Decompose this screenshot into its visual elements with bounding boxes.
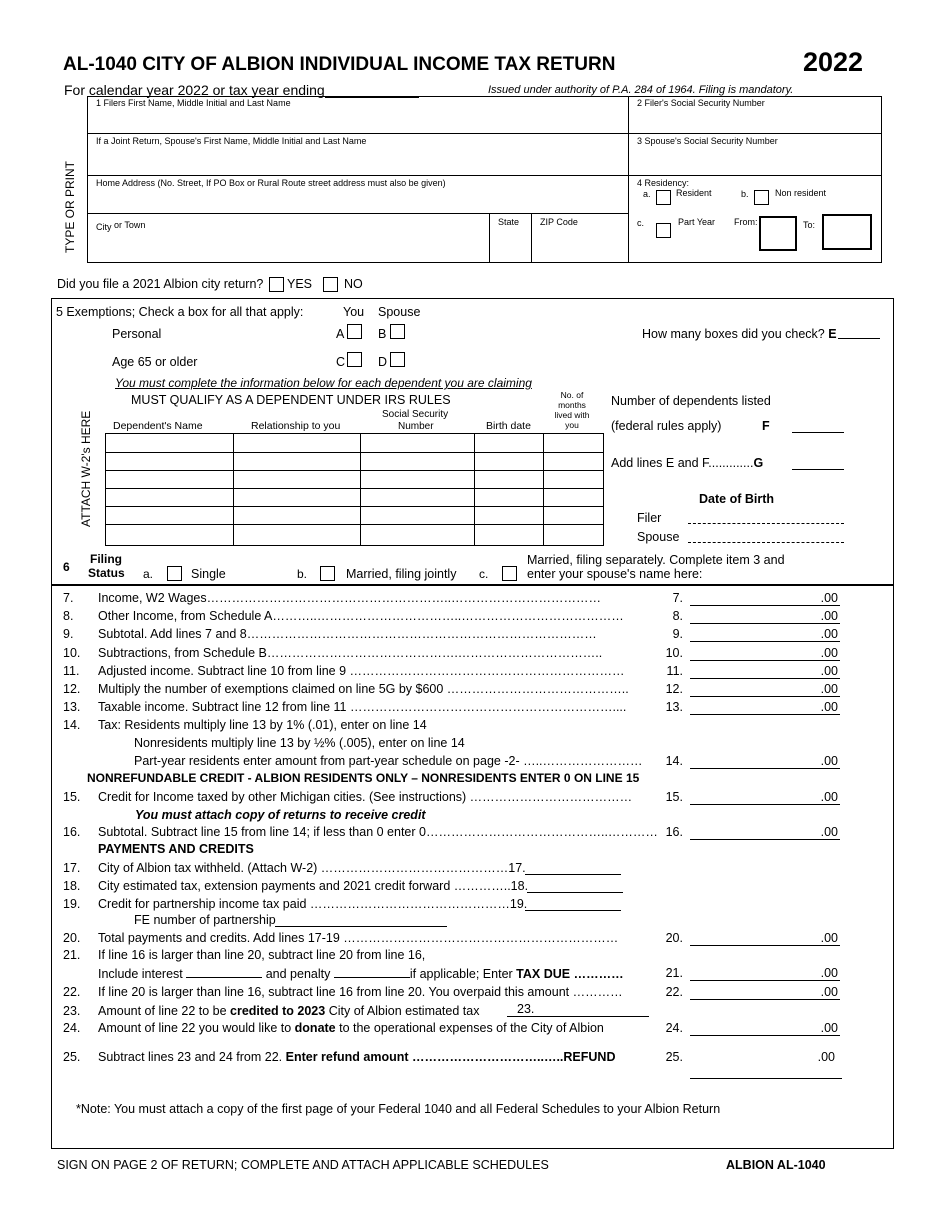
line25-desc: Subtract lines 23 and 24 from 22. Enter refund amount …………………………..…..REFUND (98, 1050, 616, 1064)
line16-cents: .00 (820, 825, 838, 839)
line21-desc-a: If line 16 is larger than line 20, subtract line 20 from line 16, (98, 948, 426, 962)
line-ref-number: 12. (665, 682, 683, 696)
filer-ssn-input[interactable] (632, 110, 876, 130)
calendar-line: For calendar year 2022 or tax year ending (64, 82, 419, 98)
exemption-d-checkbox[interactable] (390, 352, 405, 367)
line14-residents: Tax: Residents multiply line 13 by 1% (.01), enter on line 14 (98, 718, 427, 732)
line19-desc: Credit for partnership income tax paid …………………………………………19. (98, 897, 528, 911)
personal-label: Personal (112, 327, 162, 341)
line-ref-number: 7. (672, 591, 683, 605)
line-g-input[interactable] (792, 469, 844, 470)
col-birth-date: Birth date (486, 420, 531, 432)
line15-ref: 15. (665, 790, 683, 804)
col-ssn-a: Social Security (382, 409, 449, 420)
spouse-dob-label: Spouse (637, 530, 680, 544)
part-year-label: Part Year (678, 217, 716, 227)
box-b-letter: B (378, 327, 387, 341)
line22-ref: 22. (665, 985, 683, 999)
line22-cents: .00 (820, 985, 838, 999)
line21-ref: 21. (665, 966, 683, 980)
line14-cents: .00 (820, 754, 838, 768)
filer-dob-input[interactable] (688, 523, 844, 524)
federal-attach-note: *Note: You must attach a copy of the first page of your Federal 1040 and all Federal Schedules to your Albion Return (76, 1102, 721, 1116)
residency-b-letter: b. (741, 189, 749, 199)
line17-desc: City of Albion tax withheld. (Attach W-2) ………………………………………17. (98, 861, 526, 875)
line-description: Taxable income. Subtract line 12 from line 11 ……………………………………………………….... (98, 700, 627, 714)
married-separately-checkbox[interactable] (502, 566, 517, 581)
nonresident-checkbox[interactable] (754, 190, 769, 205)
resident-checkbox[interactable] (656, 190, 671, 205)
type-or-print-label: TYPE OR PRINT (63, 160, 77, 253)
how-many-boxes-label: How many boxes did you check? E (642, 327, 837, 341)
from-label: From: (734, 217, 758, 227)
state-input[interactable] (492, 230, 528, 258)
residency-label: 4 Residency: (637, 178, 690, 188)
filing-c-letter: c. (479, 567, 489, 581)
penalty-input[interactable] (334, 966, 410, 978)
age65-label: Age 65 or older (112, 355, 198, 369)
payments-heading: PAYMENTS AND CREDITS (98, 842, 254, 856)
line15-note: You must attach copy of returns to receive credit (135, 808, 426, 822)
form-year: 2022 (803, 47, 864, 77)
line-number: 8. (63, 609, 74, 623)
line-number: 10. (63, 646, 81, 660)
num-dependents-label: Number of dependents listed (611, 394, 771, 408)
line18-amount[interactable] (527, 892, 623, 893)
must-qualify-label: MUST QUALIFY AS A DEPENDENT UNDER IRS RULES (131, 393, 451, 407)
exemption-b-checkbox[interactable] (390, 324, 405, 339)
col-dependent-name: Dependent's Name (113, 420, 203, 432)
filing-a-letter: a. (143, 567, 154, 581)
line24-number: 24. (63, 1021, 81, 1035)
to-label: To: (803, 220, 816, 230)
line15-cents: .00 (820, 790, 838, 804)
line14-part-year: Part-year residents enter amount from part-year schedule on page -2- …..…………………… (134, 754, 643, 768)
line-description: Subtotal. Add lines 7 and 8………………………………………………………………………… (98, 627, 597, 641)
col-ssn-b: Number (398, 421, 434, 432)
state-label: State (498, 217, 520, 227)
sign-instruction: SIGN ON PAGE 2 OF RETURN; COMPLETE AND ATTACH APPLICABLE SCHEDULES (57, 1158, 549, 1172)
line-ref-number: 10. (665, 646, 683, 660)
city-input[interactable] (90, 232, 485, 258)
dependent-row[interactable] (106, 434, 603, 452)
to-date-input[interactable] (822, 214, 872, 250)
part-year-checkbox[interactable] (656, 223, 671, 238)
line-description: Adjusted income. Subtract line 10 from line 9 ………………………………………………………… (98, 664, 625, 678)
married-separately-label-a: Married, filing separately. Complete item 3 and (527, 553, 785, 567)
line-ref-number: 11. (666, 664, 683, 678)
exemptions-spouse-header: Spouse (378, 305, 421, 319)
line23-number: 23. (63, 1004, 81, 1018)
line25-cents: .00 (817, 1050, 835, 1064)
authority-note: Issued under authority of P.A. 284 of 1964. Filing is mandatory. (488, 84, 794, 96)
line-ref-number: 13. (665, 700, 683, 714)
dependent-row[interactable] (106, 506, 603, 524)
box-a-letter: A (336, 327, 345, 341)
line15-number: 15. (63, 790, 81, 804)
line19-amount[interactable] (525, 910, 621, 911)
spouse-name-label: If a Joint Return, Spouse's First Name, Middle Initial and Last Name (96, 136, 367, 146)
line23-desc: Amount of line 22 to be credited to 2023 City of Albion estimated tax (98, 1004, 480, 1018)
line-description: Other Income, from Schedule A………..……………………………..………………………………… (98, 609, 624, 623)
line21-number: 21. (63, 948, 81, 962)
line21-cents: .00 (820, 966, 838, 980)
attach-w2-label: ATTACH W-2's HERE (79, 410, 93, 527)
line-cents: .00 (820, 591, 838, 605)
filer-ssn-label: 2 Filer's Social Security Number (637, 98, 765, 108)
col-months: No. of months lived with you (554, 390, 590, 430)
married-jointly-checkbox[interactable] (320, 566, 335, 581)
line17-number: 17. (63, 861, 81, 875)
dependent-row[interactable] (106, 488, 603, 506)
filing-label-b: Status (88, 566, 125, 580)
exemption-a-checkbox[interactable] (347, 324, 362, 339)
box-c-letter: C (336, 355, 346, 369)
line15-desc: Credit for Income taxed by other Michigan cities. (See instructions) ………………………………… (98, 790, 633, 804)
line25-amount[interactable] (690, 1078, 842, 1079)
line22-number: 22. (63, 985, 81, 999)
city-label: City or Town (96, 220, 146, 232)
spouse-dob-input[interactable] (688, 542, 844, 543)
line14-nonresidents: Nonresidents multiply line 13 by ½% (.005), enter on line 14 (134, 736, 465, 750)
line-number: 13. (63, 700, 81, 714)
line24-cents: .00 (820, 1021, 838, 1035)
federal-rules-label: (federal rules apply) (611, 419, 722, 433)
interest-input[interactable] (186, 966, 262, 978)
line-description: Income, W2 Wages…………………………………………………..……………………………… (98, 591, 602, 605)
line25-ref: 25. (665, 1050, 683, 1064)
single-label: Single (191, 567, 226, 581)
line-cents: .00 (820, 664, 838, 678)
dependent-row[interactable] (106, 452, 603, 470)
col-relationship: Relationship to you (251, 420, 341, 432)
dependent-row[interactable] (106, 524, 603, 545)
fe-number-label: FE number of partnership (134, 913, 276, 927)
line18-number: 18. (63, 879, 81, 893)
spouse-ssn-label: 3 Spouse's Social Security Number (637, 136, 778, 146)
single-checkbox[interactable] (167, 566, 182, 581)
line-cents: .00 (820, 627, 838, 641)
line-f-letter: F (762, 419, 770, 433)
filing-label-a: Filing (90, 552, 122, 566)
line-cents: .00 (820, 682, 838, 696)
spouse-ssn-input[interactable] (632, 150, 876, 172)
fe-number-input[interactable] (275, 926, 447, 927)
married-jointly-label: Married, filing jointly (346, 567, 457, 581)
prior-return-no-checkbox[interactable] (323, 277, 338, 292)
line-number: 9. (63, 627, 74, 641)
line24-desc: Amount of line 22 you would like to donate to the operational expenses of the City of Albion (98, 1021, 604, 1035)
line14-number: 14. (63, 718, 81, 732)
filing-status-number: 6 (63, 560, 70, 574)
line-ref-number: 9. (672, 627, 683, 641)
dependents-table (105, 433, 604, 546)
line-cents: .00 (820, 609, 838, 623)
line-e-input[interactable] (838, 338, 880, 339)
add-ef-label: Add lines E and F.............G (611, 456, 764, 470)
line23-amount[interactable] (507, 1016, 649, 1017)
dependent-row[interactable] (106, 470, 603, 488)
nonresident-label: Non resident (775, 188, 827, 198)
date-of-birth-heading: Date of Birth (699, 492, 774, 506)
exemptions-heading: 5 Exemptions; Check a box for all that apply: (56, 305, 304, 319)
box-d-letter: D (378, 355, 388, 369)
line25-number: 25. (63, 1050, 81, 1064)
line14-ref: 14. (665, 754, 683, 768)
zip-label: ZIP Code (540, 217, 578, 227)
line19-number: 19. (63, 897, 81, 911)
line-ref-number: 8. (672, 609, 683, 623)
home-address-label: Home Address (No. Street, If PO Box or Rural Route street address must also be given) (96, 178, 446, 188)
line-description: Subtractions, from Schedule B……………………………………….…………………………….. (98, 646, 603, 660)
line-number: 12. (63, 682, 81, 696)
from-date-input[interactable] (759, 216, 797, 251)
line-f-input[interactable] (792, 432, 844, 433)
residency-a-letter: a. (643, 189, 651, 199)
line20-cents: .00 (820, 931, 838, 945)
line-number: 7. (63, 591, 74, 605)
filer-dob-label: Filer (637, 511, 662, 525)
filer-name-input[interactable] (90, 110, 624, 130)
spouse-name-input[interactable] (90, 150, 624, 172)
exemptions-you-header: You (343, 305, 365, 319)
line22-desc: If line 20 is larger than line 16, subtract line 16 from line 20. You overpaid this amount ………… (98, 985, 623, 999)
dependents-instruction: You must complete the information below for each dependent you are claiming (115, 376, 532, 390)
resident-label: Resident (676, 188, 712, 198)
zip-input[interactable] (534, 230, 624, 258)
filing-b-letter: b. (297, 567, 308, 581)
line18-desc: City estimated tax, extension payments and 2021 credit forward …………..18. (98, 879, 529, 893)
line21-desc-b: Include interest and penalty if applicable; Enter TAX DUE ………… (98, 967, 624, 981)
line-number: 11. (63, 664, 80, 678)
home-address-input[interactable] (90, 192, 624, 210)
line20-ref: 20. (665, 931, 683, 945)
line-cents: .00 (820, 700, 838, 714)
line20-desc: Total payments and credits. Add lines 17-19 ………………………………………………………… (98, 931, 619, 945)
line16-ref: 16. (665, 825, 683, 839)
nonrefundable-heading: NONREFUNDABLE CREDIT - ALBION RESIDENTS ONLY – NONRESIDENTS ENTER 0 ON LINE 15 (87, 771, 640, 785)
line-cents: .00 (820, 646, 838, 660)
prior-return-no-label: NO (344, 277, 363, 291)
exemption-c-checkbox[interactable] (347, 352, 362, 367)
line16-number: 16. (63, 825, 81, 839)
line23-ref: 23. (517, 1002, 535, 1016)
form-id: ALBION AL-1040 (726, 1158, 826, 1172)
line17-amount[interactable] (525, 874, 621, 875)
married-separately-label-b: enter your spouse's name here: (527, 567, 703, 581)
form-title: AL-1040 CITY OF ALBION INDIVIDUAL INCOME TAX RETURN (63, 54, 616, 75)
prior-return-yes-label: YES (287, 277, 313, 291)
line-description: Multiply the number of exemptions claimed on line 5G by $600 …………………………………….. (98, 682, 629, 696)
line24-ref: 24. (665, 1021, 683, 1035)
line16-desc: Subtotal. Subtract line 15 from line 14; if less than 0 enter 0……………………………………..………… (98, 825, 658, 839)
line20-number: 20. (63, 931, 81, 945)
filer-name-label: 1 Filers First Name, Middle Initial and Last Name (96, 98, 291, 108)
prior-return-question: Did you file a 2021 Albion city return? (57, 277, 264, 291)
prior-return-yes-checkbox[interactable] (269, 277, 284, 292)
residency-c-letter: c. (637, 218, 645, 228)
